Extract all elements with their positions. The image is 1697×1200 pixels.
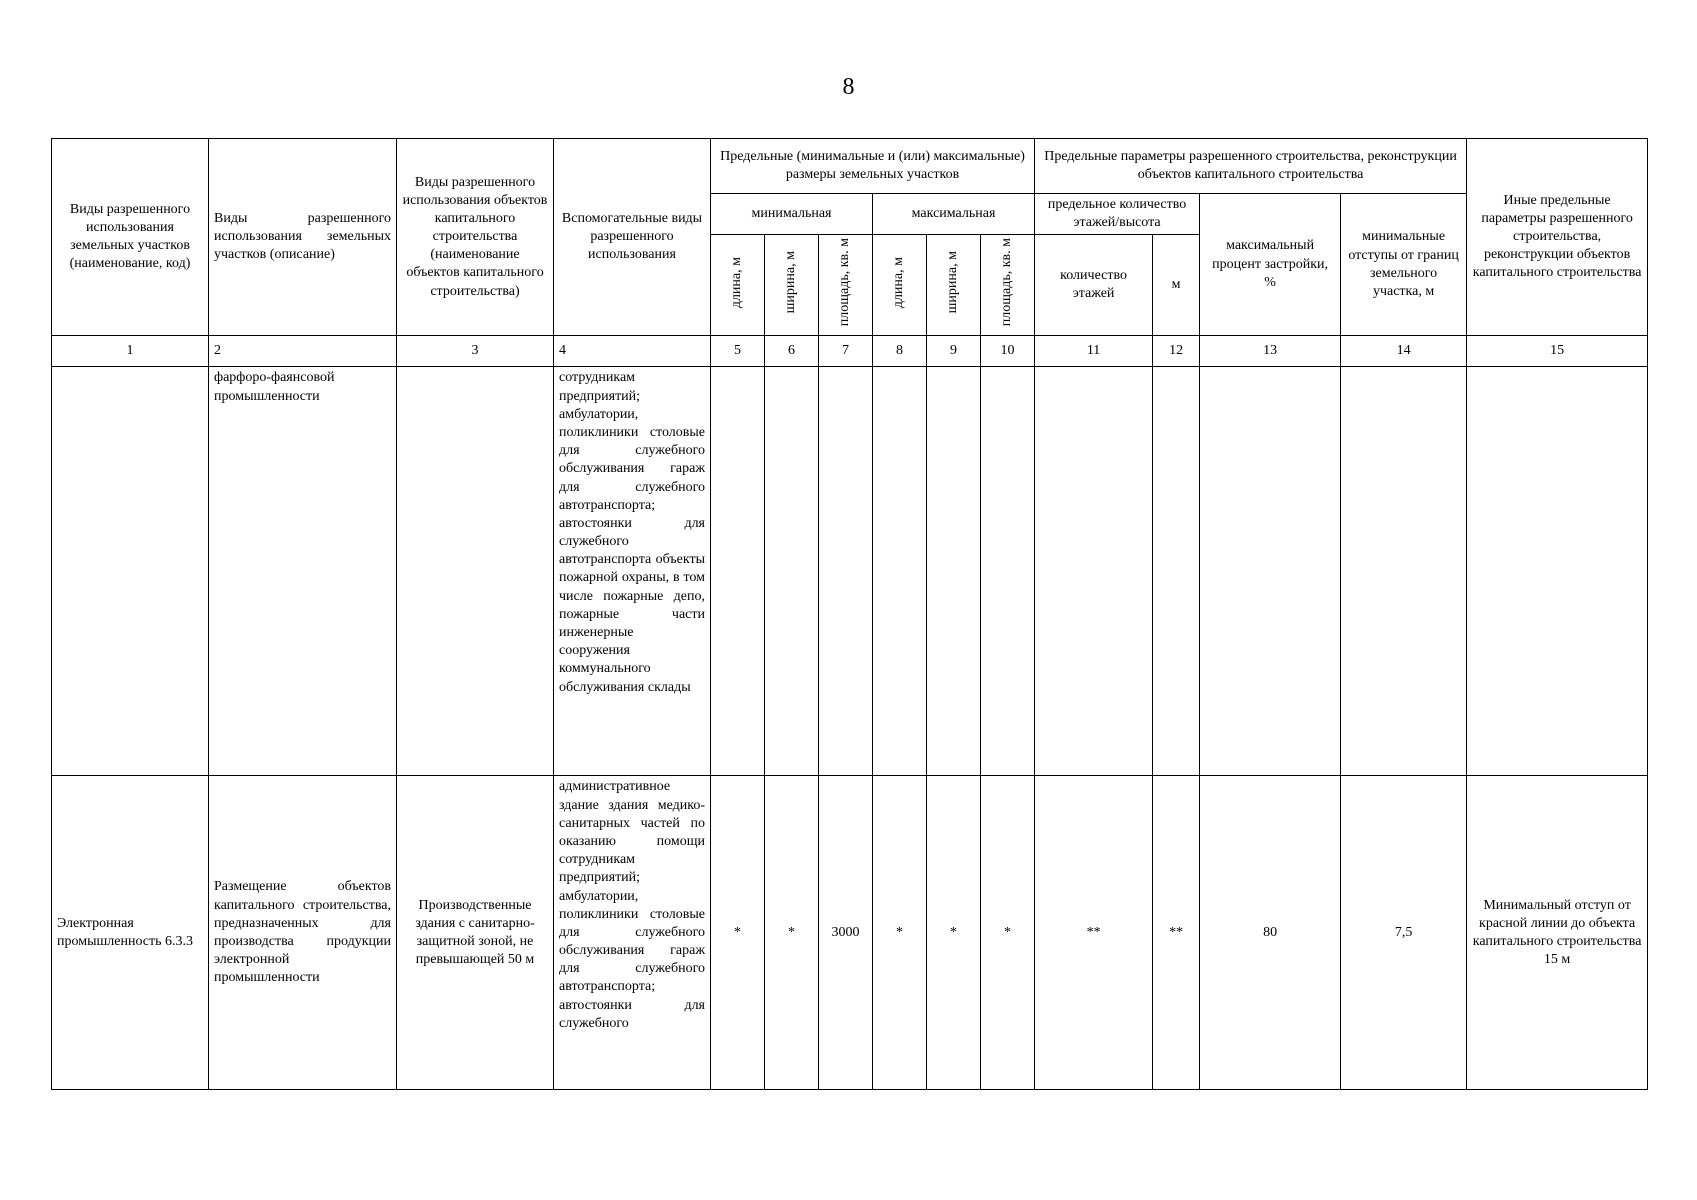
header-col-15: Иные предельные параметры разрешенного строительства, реконструкции объектов капитального строительства [1467, 139, 1648, 336]
column-number: 5 [711, 336, 765, 367]
cell-min-width [765, 367, 819, 776]
cell-floors [1035, 367, 1153, 776]
cell-land-use-description: фарфоро-фаянсовой промышленности [209, 367, 397, 776]
header-max-length [873, 235, 927, 336]
cell-min-width: * [765, 776, 819, 1090]
cell-other-params [1467, 367, 1648, 776]
header-floors-count: количество этажей [1035, 235, 1153, 336]
header-floors-height: предельное количество этажей/высота [1035, 194, 1200, 235]
cell-land-use-name: Электронная промышленность 6.3.3 [52, 776, 209, 1090]
header-maximal: максимальная [873, 194, 1035, 235]
header-max-width-text: ширина, м [945, 251, 961, 314]
cell-capital-construction [397, 367, 554, 776]
cell-capital-construction: Производственные здания с санитарно-защитной зоной, не превышающей 50 м [397, 776, 554, 1090]
header-minimal: минимальная [711, 194, 873, 235]
cell-min-length [711, 367, 765, 776]
column-number: 9 [927, 336, 981, 367]
cell-min-setback: 7,5 [1341, 776, 1467, 1090]
cell-max-width [927, 367, 981, 776]
header-col-2: Виды разрешенного использования земельных участков (описание) [209, 139, 397, 336]
column-number: 14 [1341, 336, 1467, 367]
cell-max-width: * [927, 776, 981, 1090]
column-number: 4 [554, 336, 711, 367]
header-min-length [711, 235, 765, 336]
cell-min-area [819, 367, 873, 776]
column-number: 10 [981, 336, 1035, 367]
column-number: 13 [1200, 336, 1341, 367]
header-max-area [981, 235, 1035, 336]
header-min-width-text: ширина, м [783, 251, 799, 314]
column-number: 12 [1153, 336, 1200, 367]
column-number: 7 [819, 336, 873, 367]
cell-height: ** [1153, 776, 1200, 1090]
cell-height [1153, 367, 1200, 776]
zoning-regulations-table [51, 138, 1648, 1090]
cell-max-percent [1200, 367, 1341, 776]
cell-max-length: * [873, 776, 927, 1090]
header-max-width [927, 235, 981, 336]
header-min-area [819, 235, 873, 336]
column-number: 11 [1035, 336, 1153, 367]
header-build-params: Предельные параметры разрешенного строительства, реконструкции объектов капитального строительства [1035, 139, 1467, 194]
header-min-area-text: площадь, кв. м [837, 238, 853, 327]
table-row [52, 776, 1648, 1090]
cell-auxiliary-use: сотрудникам предприятий; амбулатории, поликлиники столовые для служебного обслуживания гараж для служебного автотранспорта; автостоянки для служебного автотранспорта объекты пожарной охраны, в том числе пожарные депо, пожарные части инженерные сооружения коммунального обслуживания склады [554, 367, 711, 776]
header-min-width [765, 235, 819, 336]
cell-floors: ** [1035, 776, 1153, 1090]
header-min-length-text: длина, м [729, 256, 745, 308]
header-meters: м [1153, 235, 1200, 336]
column-number: 3 [397, 336, 554, 367]
cell-land-use-description: Размещение объектов капитального строительства, предназначенных для производства продукции электронной промышленности [209, 776, 397, 1090]
table-row [52, 367, 1648, 776]
column-number: 15 [1467, 336, 1648, 367]
header-col-3: Виды разрешенного использования объектов капитального строительства (наименование объектов капитального строительства) [397, 139, 554, 336]
header-max-length-text: длина, м [891, 256, 907, 308]
cell-land-use-name [52, 367, 209, 776]
column-number: 1 [52, 336, 209, 367]
column-number: 6 [765, 336, 819, 367]
header-col-1: Виды разрешенного использования земельных участков (наименование, код) [52, 139, 209, 336]
header-max-percent: максимальный процент застройки, % [1200, 194, 1341, 336]
header-plot-sizes: Предельные (минимальные и (или) максимальные) размеры земельных участков [711, 139, 1035, 194]
cell-max-area: * [981, 776, 1035, 1090]
header-col-4: Вспомогательные виды разрешенного использования [554, 139, 711, 336]
column-number: 2 [209, 336, 397, 367]
column-number-row [52, 336, 1648, 367]
header-row-1 [52, 139, 1648, 194]
cell-min-area: 3000 [819, 776, 873, 1090]
cell-other-params: Минимальный отступ от красной линии до объекта капитального строительства 15 м [1467, 776, 1648, 1090]
cell-max-percent: 80 [1200, 776, 1341, 1090]
column-number: 8 [873, 336, 927, 367]
cell-max-length [873, 367, 927, 776]
header-min-setbacks: минимальные отступы от границ земельного участка, м [1341, 194, 1467, 336]
header-max-area-text: площадь, кв. м [999, 238, 1015, 327]
cell-min-length: * [711, 776, 765, 1090]
page-number: 8 [842, 74, 855, 100]
cell-auxiliary-use: административное здание здания медико-санитарных частей по оказанию помощи сотрудникам предприятий; амбулатории, поликлиники столовые для служебного обслуживания гараж для служебного автотранспорта; автостоянки для служебного [554, 776, 711, 1090]
cell-min-setback [1341, 367, 1467, 776]
cell-max-area [981, 367, 1035, 776]
